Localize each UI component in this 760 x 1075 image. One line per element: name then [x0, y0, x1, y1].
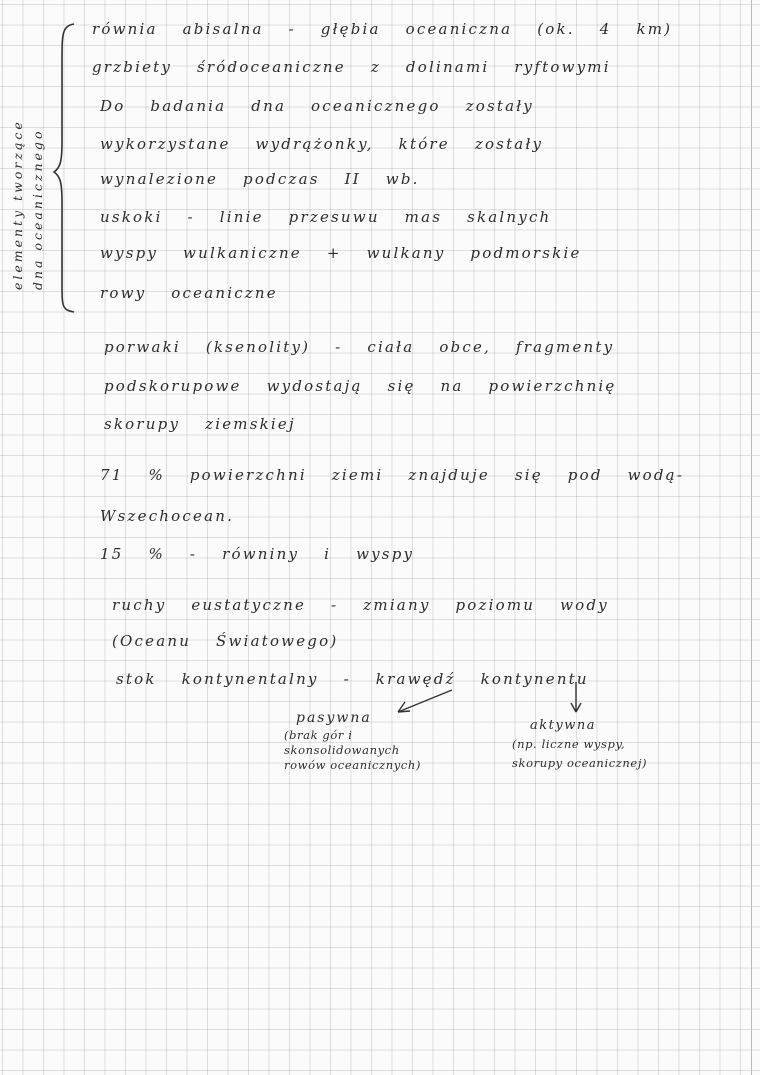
note-line: rowy oceaniczne [100, 284, 278, 302]
note-line: stok kontynentalny - krawędź kontynentu [116, 670, 589, 688]
passive-detail: skonsolidowanych [284, 743, 400, 757]
side-label-line: elementy tworzące [10, 119, 25, 290]
note-line: ruchy eustatyczne - zmiany poziomu wody [112, 596, 609, 614]
note-line: Wszechocean. [100, 507, 235, 525]
note-line: podskorupowe wydostają się na powierzchnię [104, 377, 617, 395]
note-line: Do badania dna oceanicznego zostały [100, 97, 534, 115]
passive-title: pasywna [296, 710, 372, 726]
note-line: wynalezione podczas II wb. [100, 170, 420, 188]
arrow-to-passive [398, 690, 452, 712]
active-detail: (np. liczne wyspy, [512, 737, 626, 751]
active-detail: skorupy oceanicznej) [512, 756, 648, 770]
note-line: 71 % powierzchni ziemi znajduje się pod wodą- [100, 466, 685, 484]
side-label-line: dna oceanicznego [30, 128, 45, 290]
note-line: wykorzystane wydrążonky, które zostały [100, 135, 544, 153]
active-title: aktywna [530, 718, 596, 733]
note-line: grzbiety śródoceaniczne z dolinami ryftowymi [92, 58, 611, 76]
note-line: uskoki - linie przesuwu mas skalnych [100, 208, 552, 226]
note-line: równia abisalna - głębia oceaniczna (ok. 4 km) [92, 20, 673, 38]
note-line: 15 % - równiny i wyspy [100, 545, 415, 563]
note-line: skorupy ziemskiej [104, 415, 296, 433]
note-line: wyspy wulkaniczne + wulkany podmorskie [100, 244, 582, 262]
note-line: porwaki (ksenolity) - ciała obce, fragmenty [104, 338, 615, 356]
passive-detail: (brak gór i [284, 728, 353, 742]
passive-detail: rowów oceanicznych) [284, 758, 421, 772]
note-line: (Oceanu Światowego) [112, 632, 339, 650]
